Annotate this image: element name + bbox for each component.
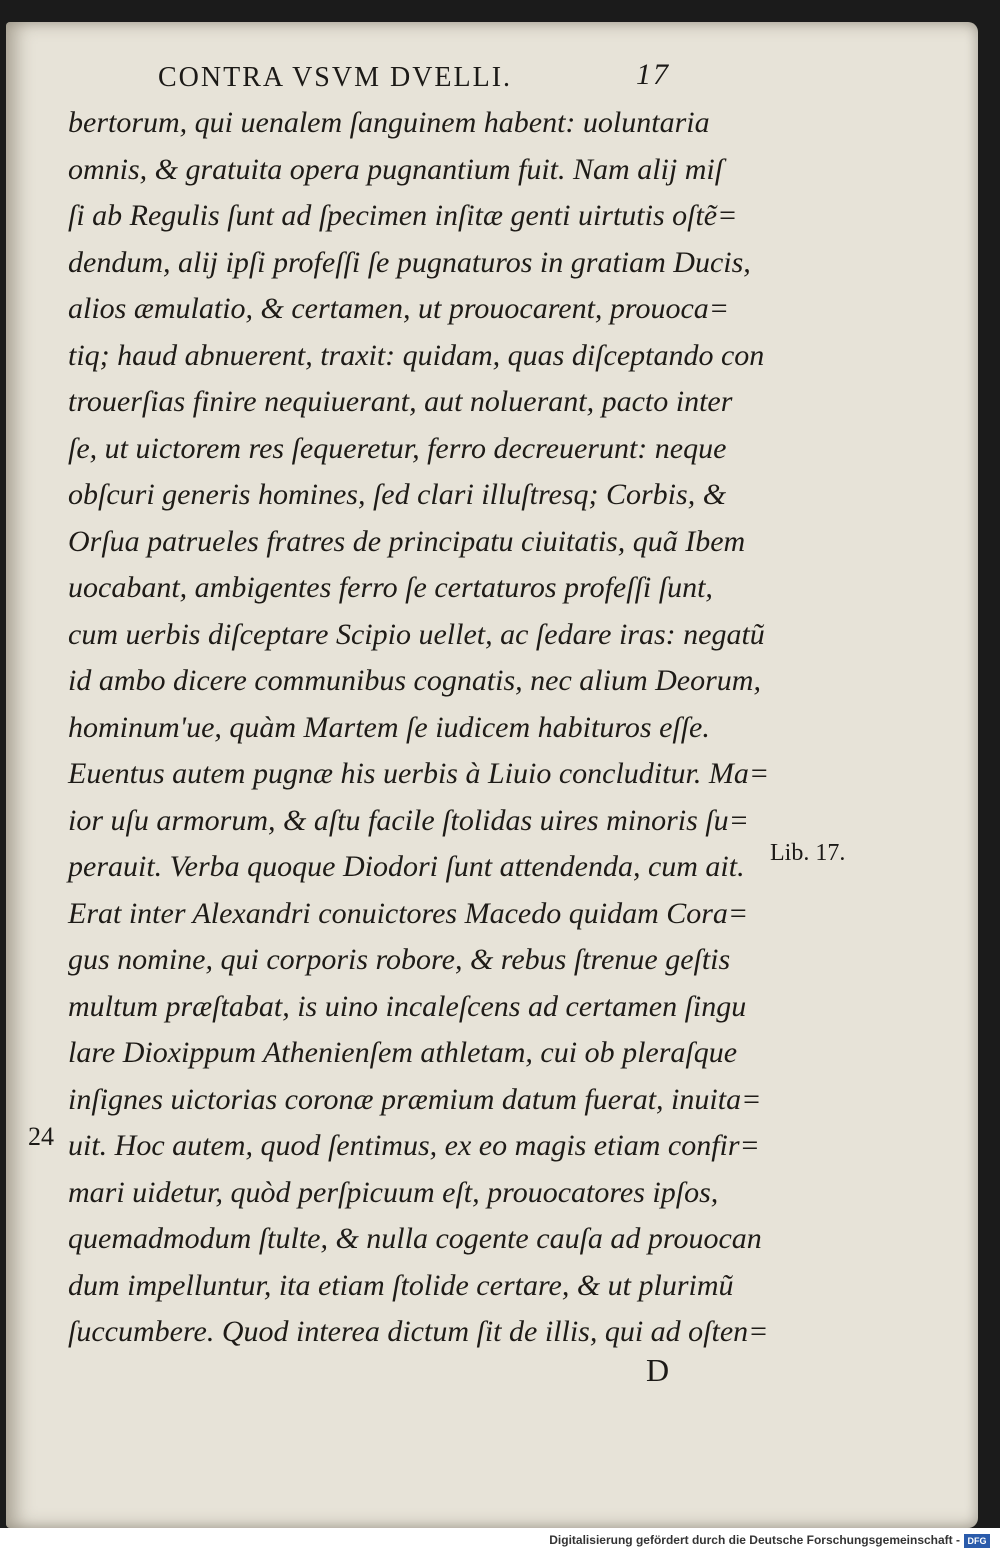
funding-credit: Digitalisierung gefördert durch die Deutsche Forschungsgemeinschaft -	[549, 1533, 960, 1547]
text-line: multum præſtabat, is uino incaleſcens ad certamen ſingu	[68, 989, 747, 1023]
text-line: gus nomine, qui corporis robore, & rebus ſtrenue geſtis	[68, 943, 731, 976]
text-line: quemadmodum ſtulte, & nulla cogente cauſa ad prouocan	[68, 1222, 762, 1255]
running-title: CONTRA VSVM DVELLI.	[158, 62, 513, 93]
text-line: Erat inter Alexandri conuictores Macedo quidam Cora=	[68, 896, 749, 930]
text-line: dendum, alij ipſi profeſſi ſe pugnaturos in gratiam Ducis,	[68, 245, 751, 279]
text-line: alios æmulatio, & certamen, ut prouocarent, prouoca=	[68, 292, 730, 325]
text-line: Orſua patrueles fratres de principatu ciuitatis, quã Ibem	[68, 524, 746, 558]
text-line: hominum'ue, quàm Martem ſe iudicem habituros eſſe.	[68, 710, 710, 744]
text-line: uocabant, ambigentes ferro ſe certaturos profeſſi ſunt,	[68, 571, 713, 604]
text-line: uit. Hoc autem, quod ſentimus, ex eo magis etiam confir=	[68, 1129, 760, 1162]
text-line: id ambo dicere communibus cognatis, nec alium Deorum,	[68, 664, 761, 697]
text-line: ſe, ut uictorem res ſequeretur, ferro decreuerunt: neque	[68, 431, 727, 465]
text-line: trouerſias finire nequiuerant, aut noluerant, pacto inter	[68, 385, 733, 418]
text-line: mari uidetur, quòd perſpicuum eſt, prouocatores ipſos,	[68, 1175, 719, 1209]
text-line: bertorum, qui uenalem ſanguinem habent: uoluntaria	[68, 106, 710, 139]
text-line: perauit. Verba quoque Diodori ſunt attendenda, cum ait.	[68, 850, 745, 883]
text-line: cum uerbis diſceptare Scipio uellet, ac ſedare iras: negatũ	[68, 617, 765, 651]
text-line: dum impelluntur, ita etiam ſtolide certare, & ut plurimũ	[68, 1268, 734, 1302]
text-line: ſuccumbere. Quod interea dictum ſit de illis, qui ad oſten=	[68, 1315, 769, 1348]
text-line: Euentus autem pugnæ his uerbis à Liuio concluditur. Ma=	[68, 757, 770, 790]
marginal-number: 24	[28, 1122, 54, 1151]
text-line: lare Dioxippum Athenienſem athletam, cui ob pleraſque	[68, 1036, 738, 1069]
text-line: ſi ab Regulis ſunt ad ſpecimen inſitæ genti uirtutis oſtẽ=	[68, 199, 738, 232]
text-line: omnis, & gratuita opera pugnantium fuit. Nam alij miſ	[68, 152, 724, 186]
text-line: inſignes uictorias coronæ præmium datum fuerat, inuita=	[68, 1082, 762, 1116]
page-number: 17	[636, 58, 670, 91]
text-line: obſcuri generis homines, ſed clari illuſtresq; Corbis, &	[68, 478, 727, 511]
dfg-logo-icon: DFG	[964, 1534, 990, 1548]
marginal-reference: Lib. 17.	[770, 840, 846, 866]
page-header	[158, 58, 670, 94]
text-line: tiq; haud abnuerent, traxit: quidam, quas diſceptando con	[68, 338, 765, 372]
signature-mark: D	[646, 1352, 670, 1388]
body-text	[68, 100, 768, 1356]
text-line: ior uſu armorum, & aſtu facile ſtolidas uires minoris ſu=	[68, 803, 749, 837]
digitization-footer	[0, 1528, 1000, 1554]
